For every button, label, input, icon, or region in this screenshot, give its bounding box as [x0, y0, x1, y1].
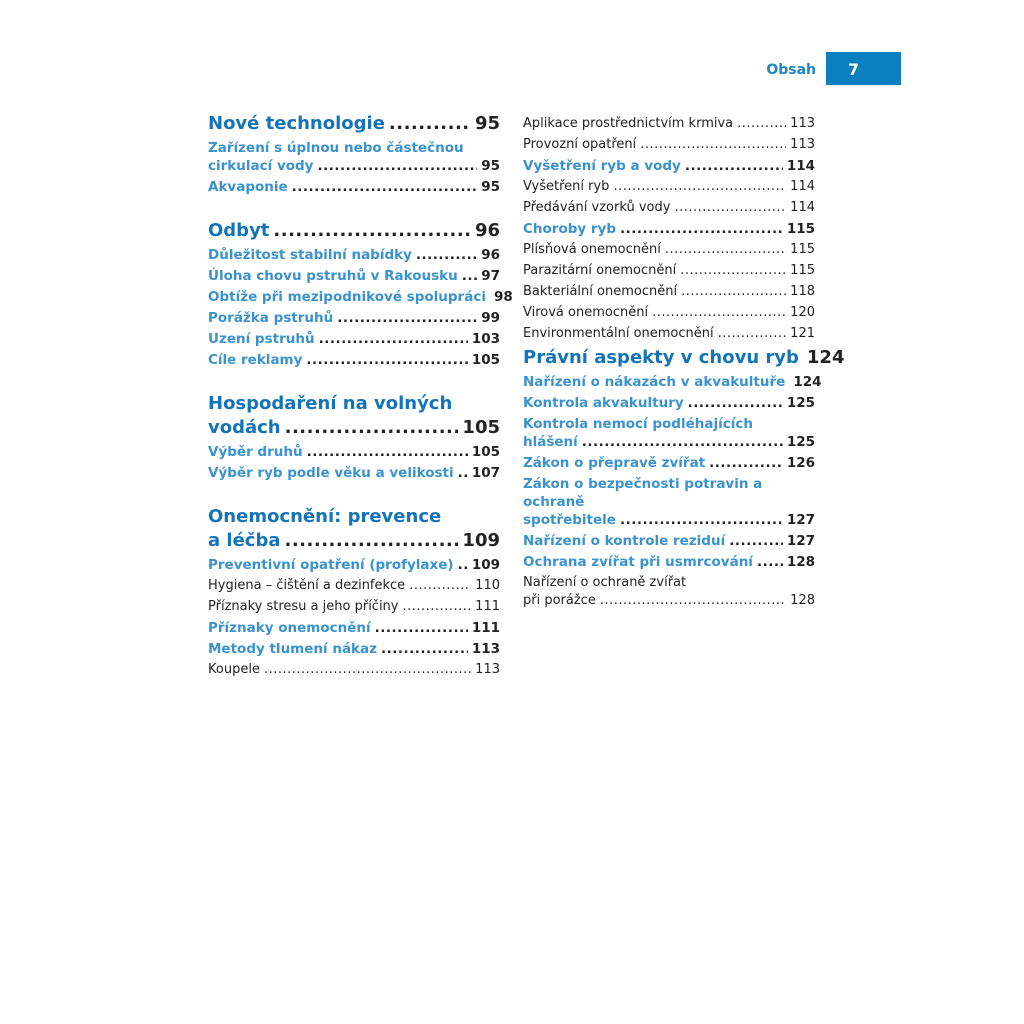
toc-entry-title: Nové technologie [208, 113, 385, 134]
toc-page-number: 125 [786, 395, 815, 411]
toc-entry-title: Bakteriální onemocnění [523, 284, 678, 299]
toc-subsection[interactable] [523, 199, 815, 217]
toc-entry-title: Aplikace prostřednictvím krmiva [523, 116, 734, 131]
toc-page-number: 128 [790, 593, 815, 608]
dot-leader [620, 511, 783, 529]
toc-page-number: 127 [786, 533, 815, 549]
toc-entry-title: vodách [208, 417, 281, 438]
toc-entry-title: Koupele [208, 662, 260, 677]
dot-leader [306, 351, 467, 369]
toc-page-number: 109 [462, 530, 500, 551]
toc-page-number: 96 [481, 247, 500, 263]
toc-page-number: 99 [481, 310, 500, 326]
toc-entry-title: Důležitost stabilní nabídky [208, 247, 412, 263]
toc-subsection[interactable] [523, 241, 815, 259]
toc-subsection[interactable] [208, 661, 500, 679]
dot-leader [640, 136, 786, 154]
dot-leader [613, 178, 786, 196]
toc-page-number: 120 [790, 305, 815, 320]
toc-page-number: 113 [471, 641, 500, 657]
toc-entry-title: Nařízení o kontrole reziduí [523, 533, 726, 549]
toc-page-number: 109 [471, 557, 500, 573]
toc-subsection[interactable] [523, 178, 815, 196]
toc-page-number: 125 [786, 434, 815, 450]
dot-leader [757, 553, 783, 571]
dot-leader [273, 219, 471, 243]
toc-section[interactable] [208, 464, 500, 482]
toc-entry-title: Výběr druhů [208, 444, 303, 460]
toc-chapter[interactable] [208, 505, 500, 553]
toc-chapter[interactable] [208, 392, 500, 440]
toc-page-number: 118 [790, 284, 815, 299]
toc-section[interactable] [208, 267, 500, 285]
dot-leader [292, 178, 478, 196]
dot-leader [709, 454, 783, 472]
dot-leader [285, 529, 459, 553]
toc-page-number: 114 [790, 179, 815, 194]
dot-leader [458, 464, 468, 482]
toc-section[interactable] [523, 415, 815, 451]
dot-leader [600, 592, 786, 610]
toc-entry-title: Cíle reklamy [208, 352, 303, 368]
toc-entry-title: Kontrola akvakultury [523, 395, 684, 411]
toc-page-number: 128 [786, 554, 815, 570]
toc-page-number: 115 [786, 221, 815, 237]
toc-entry-title: Parazitární onemocnění [523, 263, 677, 278]
toc-entry-title: a léčba [208, 530, 281, 551]
toc-entry-title: Nařízení o nákazách v akvakultuře [523, 374, 786, 390]
toc-section[interactable] [208, 288, 513, 306]
toc-subsection[interactable] [523, 283, 815, 301]
toc-chapter[interactable] [523, 346, 845, 370]
section-spacer [208, 485, 500, 505]
toc-section[interactable] [208, 619, 500, 637]
dot-leader [665, 241, 786, 259]
toc-entry-title-line: Nařízení o ochraně zvířat [523, 575, 687, 590]
toc-page-number: 97 [481, 268, 500, 284]
dot-leader [680, 262, 786, 280]
toc-entry-title: Choroby ryb [523, 221, 617, 237]
toc-page-number: 107 [471, 465, 500, 481]
toc-page-number: 96 [474, 220, 500, 241]
toc-section[interactable] [208, 443, 500, 461]
toc-section[interactable] [208, 246, 500, 264]
dot-leader [688, 394, 783, 412]
toc-page-number: 111 [471, 620, 500, 636]
toc-subsection[interactable] [208, 598, 500, 616]
toc-entry-title: Odbyt [208, 220, 270, 241]
toc-page-number: 95 [481, 179, 500, 195]
toc-page-number: 105 [471, 444, 500, 460]
toc-page-number: 126 [786, 455, 815, 471]
toc-section[interactable] [208, 178, 500, 196]
toc-section[interactable] [523, 157, 815, 175]
toc-subsection[interactable] [523, 304, 815, 322]
section-title: Obsah [766, 62, 816, 78]
toc-entry-title: Vyšetření ryb [523, 179, 610, 194]
section-spacer [208, 199, 500, 219]
toc-page-number: 95 [481, 158, 500, 174]
toc-page-number: 95 [474, 113, 500, 134]
toc-right-column [523, 112, 845, 613]
toc-entry-title: Provozní opatření [523, 137, 637, 152]
page-number-badge [826, 52, 901, 85]
toc-entry-title-line: Kontrola nemocí podléhajících [523, 416, 753, 432]
toc-page-number: 124 [806, 347, 845, 368]
toc-section[interactable] [523, 220, 815, 238]
toc-entry-title-line: Zákon o bezpečnosti potravin a ochraně [523, 476, 763, 510]
dot-leader [718, 325, 787, 343]
toc-page-number: 114 [786, 158, 815, 174]
dot-leader [416, 246, 477, 264]
toc-subsection[interactable] [523, 115, 815, 133]
page-number: 7 [848, 60, 860, 79]
dot-leader [685, 157, 783, 175]
dot-leader [681, 283, 786, 301]
toc-page-number: 114 [790, 200, 815, 215]
toc-entry-title-line: Hospodaření na volných [208, 393, 453, 414]
toc-subsection[interactable] [208, 577, 500, 595]
toc-page-number: 103 [471, 331, 500, 347]
toc-section[interactable] [523, 553, 815, 571]
toc-entry-title: Právní aspekty v chovu ryb [523, 347, 799, 368]
toc-entry-title: Úloha chovu pstruhů v Rakousku [208, 268, 458, 284]
dot-leader [674, 199, 786, 217]
toc-subsection[interactable] [523, 136, 815, 154]
dot-leader [620, 220, 783, 238]
toc-entry-title: Uzení pstruhů [208, 331, 315, 347]
dot-leader [381, 640, 468, 658]
toc-entry-title-line: Zařízení s úplnou nebo částečnou [208, 140, 464, 156]
dot-leader [389, 112, 471, 136]
toc-entry-title: Preventivní opatření (profylaxe) [208, 557, 454, 573]
toc-page-number: 113 [790, 116, 815, 131]
dot-leader [458, 556, 468, 574]
dot-leader [317, 157, 477, 175]
toc-left-column [208, 112, 513, 682]
dot-leader [403, 598, 472, 616]
toc-section[interactable] [208, 139, 500, 175]
toc-entry-title: spotřebitele [523, 512, 616, 528]
toc-page-number: 124 [793, 374, 822, 390]
dot-leader [319, 330, 468, 348]
toc-page-number: 127 [786, 512, 815, 528]
toc-entry-title: Hygiena – čištění a dezinfekce [208, 578, 406, 593]
dot-leader [337, 309, 477, 327]
toc-section[interactable] [523, 532, 815, 550]
toc-page-number: 111 [475, 599, 500, 614]
toc-entry-title: Výběr ryb podle věku a velikosti [208, 465, 454, 481]
dot-leader [307, 443, 468, 461]
dot-leader [737, 115, 786, 133]
toc-section[interactable] [208, 351, 500, 369]
toc-section[interactable] [208, 309, 500, 327]
toc-entry-title: Porážka pstruhů [208, 310, 334, 326]
toc-entry-title: Akvaponie [208, 179, 288, 195]
toc-entry-title: Environmentální onemocnění [523, 326, 714, 341]
dot-leader [652, 304, 786, 322]
toc-chapter[interactable] [208, 112, 500, 136]
toc-subsection[interactable] [523, 574, 815, 610]
toc-subsection[interactable] [523, 262, 815, 280]
toc-section[interactable] [523, 373, 822, 391]
dot-leader [264, 661, 471, 679]
toc-entry-title: při porážce [523, 593, 596, 608]
dot-leader [375, 619, 468, 637]
dot-leader [462, 267, 477, 285]
toc-chapter[interactable] [208, 219, 500, 243]
dot-leader [409, 577, 471, 595]
toc-section[interactable] [208, 556, 500, 574]
toc-entry-title: Obtíže při mezipodnikové spolupráci [208, 289, 486, 305]
toc-page-number: 98 [493, 289, 513, 305]
toc-subsection[interactable] [523, 325, 815, 343]
section-spacer [208, 372, 500, 392]
toc-page-number: 113 [475, 662, 500, 677]
toc-entry-title: Ochrana zvířat při usmrcování [523, 554, 753, 570]
toc-entry-title: Zákon o přepravě zvířat [523, 455, 706, 471]
toc-entry-title-line: Onemocnění: prevence [208, 506, 442, 527]
toc-entry-title: Virová onemocnění [523, 305, 649, 320]
toc-page-number: 105 [471, 352, 500, 368]
toc-section[interactable] [208, 330, 500, 348]
dot-leader [285, 416, 459, 440]
toc-entry-title: Metody tlumení nákaz [208, 641, 378, 657]
toc-entry-title: hlášení [523, 434, 578, 450]
toc-entry-title: cirkulací vody [208, 158, 314, 174]
toc-page-number: 105 [462, 417, 500, 438]
toc-section[interactable] [523, 394, 815, 412]
toc-entry-title: Příznaky stresu a jeho příčiny [208, 599, 399, 614]
toc-page-number: 121 [790, 326, 815, 341]
toc-entry-title: Vyšetření ryb a vody [523, 158, 681, 174]
toc-entry-title: Příznaky onemocnění [208, 620, 371, 636]
toc-page-number: 115 [790, 263, 815, 278]
dot-leader [729, 532, 783, 550]
toc-section[interactable] [523, 454, 815, 472]
toc-entry-title: Plísňová onemocnění [523, 242, 661, 257]
toc-entry-title: Předávání vzorků vody [523, 200, 671, 215]
toc-page-number: 110 [475, 578, 500, 593]
toc-page-number: 113 [790, 137, 815, 152]
toc-section[interactable] [208, 640, 500, 658]
toc-section[interactable] [523, 475, 815, 529]
toc-page-number: 115 [790, 242, 815, 257]
dot-leader [582, 433, 783, 451]
